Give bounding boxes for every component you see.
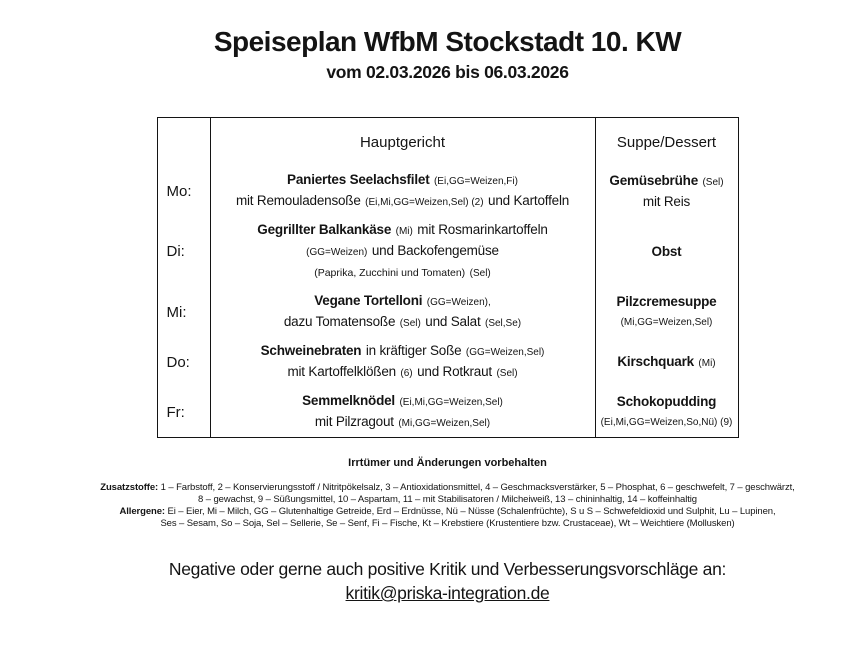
dish-text: dazu Tomatensoße [283, 314, 396, 329]
allergene-text-1: Ei – Eier, Mi – Milch, GG – Glutenhaltige Getreide, Erd – Erdnüsse, Nü – Nüsse (Schalenfrüchte), S u S – Schwefeldioxid und Sulphit, Lu – Lupinen, [164, 506, 776, 517]
dish-text: Paniertes Seelachsfilet [287, 172, 430, 187]
header-soup-dessert: Suppe/Dessert [595, 118, 738, 166]
menu-line [217, 341, 589, 362]
allergene-label: Allergene: [119, 506, 165, 517]
dish-text: mit Reis [642, 194, 691, 209]
allergen-code: (Mi) [698, 357, 716, 369]
allergen-code: (Ei,Mi,GG=Weizen,Sel) [399, 397, 503, 408]
dish-text: Vegane Tortelloni [314, 293, 423, 308]
soup-dessert-cell [595, 216, 738, 287]
main-dish-cell [210, 387, 595, 437]
document-page [36, 26, 859, 604]
dish-text: Kirschquark [617, 353, 694, 369]
soup-dessert-cell [595, 337, 738, 387]
allergen-code: (Mi) [395, 226, 413, 237]
menu-line [217, 312, 589, 333]
menu-line [217, 262, 589, 283]
menu-line [217, 170, 589, 191]
dish-text: und Backofengemüse [371, 243, 499, 258]
dish-text: Schokopudding [616, 394, 717, 409]
main-dish-cell [210, 337, 595, 387]
dish-text: Pilzcremesuppe [616, 294, 717, 309]
menu-line [600, 242, 734, 261]
zusatzstoffe-label: Zusatzstoffe: [100, 482, 159, 493]
allergen-code: (GG=Weizen), [426, 297, 491, 308]
soup-dessert-cell [595, 287, 738, 337]
menu-line [600, 171, 734, 192]
table-row-mi [158, 287, 738, 337]
menu-line [217, 391, 589, 412]
allergen-code: (Sel) [496, 368, 518, 379]
menu-line [217, 412, 589, 433]
menu-table [157, 117, 739, 438]
allergen-code: (Ei,Mi,GG=Weizen,So,Nü) (9) [600, 417, 733, 428]
allergen-code: (Mi,GG=Weizen,Sel) [620, 317, 713, 328]
allergen-code: (Mi,GG=Weizen,Sel) [398, 418, 491, 429]
dish-text: Semmelknödel [302, 393, 395, 408]
zusatzstoffe-text-1: 1 – Farbstoff, 2 – Konservierungsstoff / Nitritpökelsalz, 3 – Antioxidationsmittel, 4 – Geschmacksverstärker, 5 – Phosphat, 6 – geschwefelt, 7 – geschwärzt, [158, 482, 795, 493]
dish-text: und Rotkraut [417, 364, 492, 379]
additives-legend [36, 482, 859, 530]
menu-line [217, 362, 589, 383]
email-line [36, 583, 859, 604]
day-label: Fr: [166, 403, 185, 421]
dish-text: und Kartoffeln [488, 193, 570, 208]
dish-text: in kräftiger Soße [365, 343, 462, 358]
day-label: Mo: [166, 182, 192, 200]
allergen-code: (Sel,Se) [484, 318, 522, 329]
header-main-dish: Hauptgericht [210, 118, 595, 166]
menu-line [217, 241, 589, 262]
dish-text: Schweinebraten [260, 343, 362, 358]
table-row-di [158, 216, 738, 287]
day-label: Mi: [166, 303, 187, 321]
allergen-code: (6) [400, 368, 413, 379]
menu-line [600, 311, 734, 332]
menu-line [600, 292, 734, 311]
zusatzstoffe-line-1 [36, 482, 859, 494]
soup-dessert-cell [595, 166, 738, 216]
menu-line [600, 392, 734, 411]
feedback-email-link[interactable]: kritik@priska-integration.de [345, 583, 550, 603]
menu-line [217, 220, 589, 241]
dish-text: und Salat [425, 314, 481, 329]
allergen-code: (Ei,GG=Weizen,Fi) [433, 176, 518, 187]
menu-line [217, 191, 589, 212]
day-label: Do: [166, 353, 190, 371]
menu-line [600, 411, 734, 432]
main-dish-cell [210, 287, 595, 337]
allergene-line-2: Ses – Sesam, So – Soja, Sel – Sellerie, Se – Senf, Fi – Fische, Kt – Krebstiere (Krustentiere bzw. Crustaceae), Wt – Weichtiere (Mollusken) [160, 518, 735, 529]
dish-text: (Paprika, Zucchini und Tomaten) [314, 267, 466, 279]
dish-text: mit Rosmarinkartoffeln [417, 222, 548, 237]
allergen-code: (GG=Weizen) [306, 247, 368, 258]
allergen-code: (Sel) [469, 268, 491, 279]
dish-text: mit Remouladensoße [235, 193, 361, 208]
feedback-text: Negative oder gerne auch positive Kritik und Verbesserungsvorschläge an: [168, 559, 727, 579]
zusatzstoffe-line-2: 8 – gewachst, 9 – Süßungsmittel, 10 – Aspartam, 11 – mit Stabilisatoren / Milcheiweiß, 13 – chininhaltig, 14 – koffeinhaltig [198, 494, 697, 505]
table-row-mo [158, 166, 738, 216]
menu-line [600, 352, 734, 373]
table-row-fr [158, 387, 738, 437]
table-row-do [158, 337, 738, 387]
dish-text: mit Kartoffelklößen [287, 364, 396, 379]
header-day-cell [158, 118, 210, 166]
allergene-line-1 [36, 506, 859, 518]
page-subtitle: vom 02.03.2026 bis 06.03.2026 [326, 62, 569, 82]
main-dish-cell [210, 216, 595, 287]
allergen-code: (Sel) [702, 177, 724, 188]
allergen-code: (Sel) [399, 318, 421, 329]
dish-text: Gegrillter Balkankäse [257, 222, 392, 237]
allergen-code: (Ei,Mi,GG=Weizen,Sel) (2) [365, 197, 484, 208]
allergen-code: (GG=Weizen,Sel) [465, 347, 545, 358]
disclaimer-text: Irrtümer und Änderungen vorbehalten [348, 457, 547, 469]
dish-text: Obst [651, 244, 682, 259]
table-header-row [158, 118, 738, 166]
day-label: Di: [166, 243, 185, 260]
menu-line [600, 192, 734, 211]
page-title: Speiseplan WfbM Stockstadt 10. KW [213, 26, 682, 57]
menu-line [217, 291, 589, 312]
dish-text: mit Pilzragout [314, 414, 394, 429]
soup-dessert-cell [595, 387, 738, 437]
main-dish-cell [210, 166, 595, 216]
dish-text: Gemüsebrühe [609, 173, 698, 188]
